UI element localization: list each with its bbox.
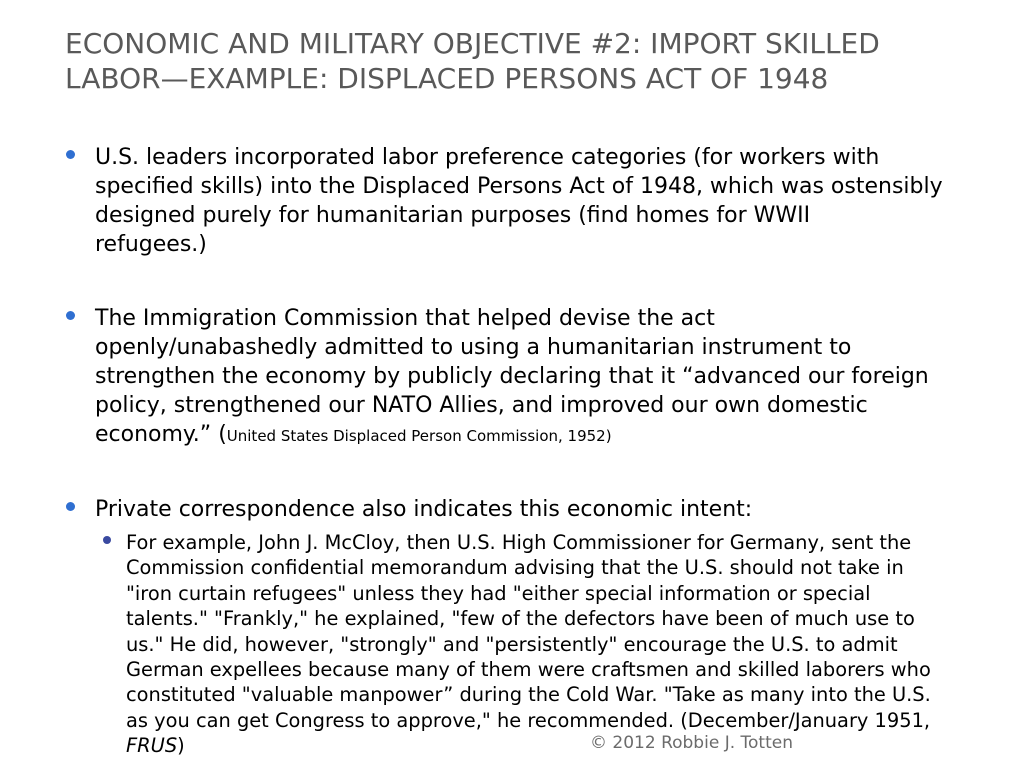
sub-bullet-line-5: us." He did, however, "strongly" and "persistently" encourage the U.S. to admit bbox=[126, 632, 898, 656]
sub-bullet-line-3: "iron curtain refugees" unless they had "either special information or special bbox=[126, 581, 871, 605]
sub-bullet-line-1: For example, John J. McCloy, then U.S. High Commissioner for Germany, sent the bbox=[126, 531, 912, 554]
sub-bullet-line-9 bbox=[126, 733, 976, 758]
sub-bullet-line-6: German expellees because many of them were craftsmen and skilled laborers who bbox=[126, 658, 931, 682]
bullet-3-line-1: Private correspondence also indicates this economic intent: bbox=[95, 497, 753, 522]
sub-bullet-line-9-tail: ) bbox=[177, 734, 185, 758]
bullet-1-line-4: refugees.) bbox=[95, 232, 207, 257]
frus-italic: FRUS bbox=[126, 734, 178, 758]
slide-title bbox=[65, 26, 965, 96]
bullet-2-line-2: openly/unabashedly admitted to using a humanitarian instrument to bbox=[95, 335, 852, 360]
bullet-2-line-5-main: economy.” ( bbox=[95, 422, 227, 447]
bullet-1-line-3: designed purely for humanitarian purposes (find homes for WWII bbox=[95, 203, 811, 228]
bullet-2-line-3: strengthen the economy by publicly declaring that it “advanced our foreign bbox=[95, 364, 929, 389]
bullet-2-line-5 bbox=[95, 420, 975, 451]
citation: United States Displaced Person Commission, 1952) bbox=[226, 427, 612, 445]
copyright-footer: © 2012 Robbie J. Totten bbox=[590, 733, 793, 753]
bullet-1 bbox=[95, 143, 975, 259]
title-line-2: LABOR—EXAMPLE: DISPLACED PERSONS ACT OF 1948 bbox=[65, 62, 829, 95]
bullet-1-line-2: specified skills) into the Displaced Persons Act of 1948, which was ostensibly bbox=[95, 174, 943, 199]
bullet-3 bbox=[95, 495, 975, 524]
bullet-2-line-4: policy, strengthened our NATO Allies, and improved our own domestic bbox=[95, 393, 868, 418]
sub-bullet bbox=[126, 530, 976, 759]
sub-bullet-line-7: constituted "valuable manpower” during the Cold War. "Take as many into the U.S. bbox=[126, 683, 931, 707]
bullet-dot-icon bbox=[66, 311, 75, 320]
bullet-dot-icon bbox=[66, 502, 75, 511]
bullet-2 bbox=[95, 304, 975, 451]
sub-bullet-dot-icon bbox=[103, 536, 111, 544]
bullet-1-line-1: U.S. leaders incorporated labor preference categories (for workers with bbox=[95, 145, 880, 170]
title-line-1: ECONOMIC AND MILITARY OBJECTIVE #2: IMPORT SKILLED bbox=[65, 27, 880, 60]
sub-bullet-line-2: Commission confidential memorandum advising that the U.S. should not take in bbox=[126, 556, 904, 580]
sub-bullet-line-8: as you can get Congress to approve," he recommended. (December/January 1951, bbox=[126, 708, 931, 732]
bullet-dot-icon bbox=[66, 150, 75, 159]
sub-bullet-line-4: talents." "Frankly," he explained, "few of the defectors have been of much use to bbox=[126, 607, 915, 631]
bullet-2-line-1: The Immigration Commission that helped devise the act bbox=[95, 306, 715, 331]
